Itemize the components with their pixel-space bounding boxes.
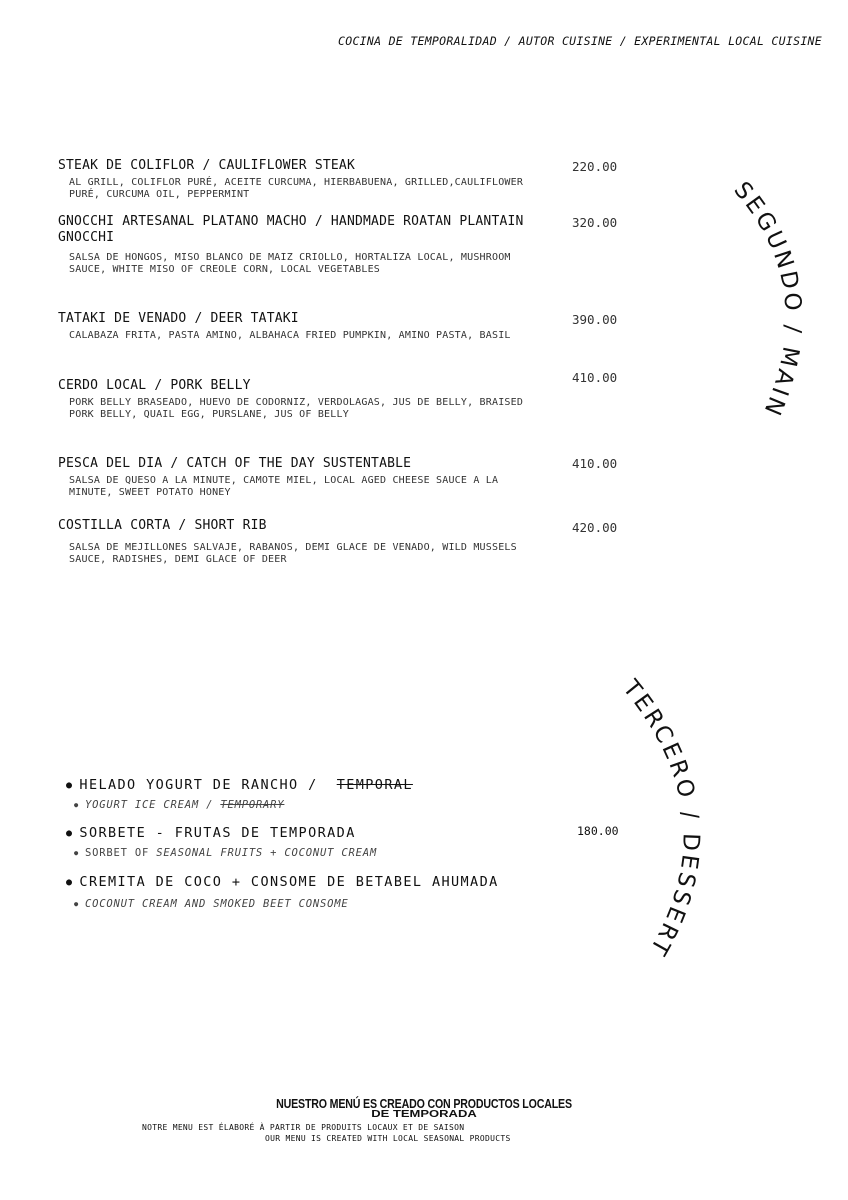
- dish-description: SALSA DE QUESO A LA MINUTE, CAMOTE MIEL, LOCAL AGED CHEESE SAUCE A LA MINUTE, SWEET POTATO HONEY: [69, 475, 499, 498]
- bullet-icon: ●: [66, 828, 74, 839]
- dish-title: PESCA DEL DIA / CATCH OF THE DAY SUSTENTABLE: [58, 456, 412, 471]
- dessert-item-cremita: [66, 874, 586, 910]
- dish-description: SALSA DE HONGOS, MISO BLANCO DE MAIZ CRIOLLO, HORTALIZA LOCAL, MUSHROOM SAUCE, WHITE MISO OF CREOLE CORN, LOCAL VEGETABLES: [69, 252, 511, 275]
- dish-price: 220.00: [572, 159, 618, 174]
- dessert-title: ● SORBETE - FRUTAS DE TEMPORADA: [66, 825, 356, 841]
- dish-price: 420.00: [572, 520, 618, 535]
- tagline: COCINA DE TEMPORALIDAD / AUTOR CUISINE / EXPERIMENTAL LOCAL CUISINE: [338, 34, 822, 48]
- dish-price: 410.00: [572, 456, 618, 471]
- footer-french: NOTRE MENU EST ÉLABORÉ À PARTIR DE PRODUITS LOCAUX ET DE SAISON: [142, 1123, 465, 1132]
- struck-text: TEMPORARY: [220, 799, 285, 811]
- bullet-icon: ●: [66, 780, 74, 791]
- dish-title: COSTILLA CORTA / SHORT RIB: [58, 518, 267, 533]
- dish-title: GNOCCHI ARTESANAL PLATANO MACHO / HANDMADE ROATAN PLANTAIN GNOCCHI: [58, 214, 524, 245]
- bullet-icon: ●: [66, 877, 74, 888]
- dessert-title: ● HELADO YOGURT DE RANCHO / TEMPORAL: [66, 777, 413, 793]
- footer-heading: NUESTRO MENÚ ES CREADO CON PRODUCTOS LOCALES: [276, 1097, 572, 1111]
- dish-description: CALABAZA FRITA, PASTA AMINO, ALBAHACA FRIED PUMPKIN, AMINO PASTA, BASIL: [69, 330, 511, 341]
- dessert-item-helado: [66, 777, 586, 811]
- dish-title: TATAKI DE VENADO / DEER TATAKI: [58, 311, 299, 326]
- dish-title: CERDO LOCAL / PORK BELLY: [58, 378, 251, 393]
- dish-price: 390.00: [572, 312, 618, 327]
- dish-price: 410.00: [572, 370, 618, 385]
- footer-english: OUR MENU IS CREATED WITH LOCAL SEASONAL PRODUCTS: [265, 1134, 511, 1143]
- dessert-title: ● CREMITA DE COCO + CONSOME DE BETABEL AHUMADA: [66, 874, 499, 890]
- section-label-main: SEGUNDO / MAIN: [728, 177, 806, 422]
- footer-heading-line2: DE TEMPORADA: [371, 1109, 477, 1120]
- bullet-icon: ●: [74, 900, 80, 908]
- dessert-price: 180.00: [577, 824, 619, 838]
- dessert-subtitle: ● YOGURT ICE CREAM / TEMPORARY: [74, 799, 285, 811]
- struck-text: TEMPORAL: [336, 777, 413, 793]
- dish-price: 320.00: [572, 215, 618, 230]
- dessert-subtitle: ● SORBET OF SEASONAL FRUITS + COCONUT CREAM: [74, 847, 378, 859]
- dish-description: SALSA DE MEJILLONES SALVAJE, RABANOS, DEMI GLACE DE VENADO, WILD MUSSELS SAUCE, RADISHES, DEMI GLACE OF DEER: [69, 542, 517, 565]
- dessert-subtitle: ● COCONUT CREAM AND SMOKED BEET CONSOME: [74, 898, 349, 910]
- dessert-item-sorbete: [66, 825, 586, 859]
- bullet-icon: ●: [74, 849, 80, 857]
- bullet-icon: ●: [74, 801, 80, 809]
- dish-title: STEAK DE COLIFLOR / CAULIFLOWER STEAK: [58, 158, 355, 173]
- dish-description: PORK BELLY BRASEADO, HUEVO DE CODORNIZ, VERDOLAGAS, JUS DE BELLY, BRAISED PORK BELLY, QUAIL EGG, PURSLANE, JUS OF BELLY: [69, 397, 524, 420]
- section-label-dessert: TERCERO / DESSERT: [617, 675, 704, 962]
- dish-description: AL GRILL, COLIFLOR PURÉ, ACEITE CURCUMA, HIERBABUENA, GRILLED,CAULIFLOWER PURÉ, CURCUMA OIL, PEPPERMINT: [69, 177, 524, 200]
